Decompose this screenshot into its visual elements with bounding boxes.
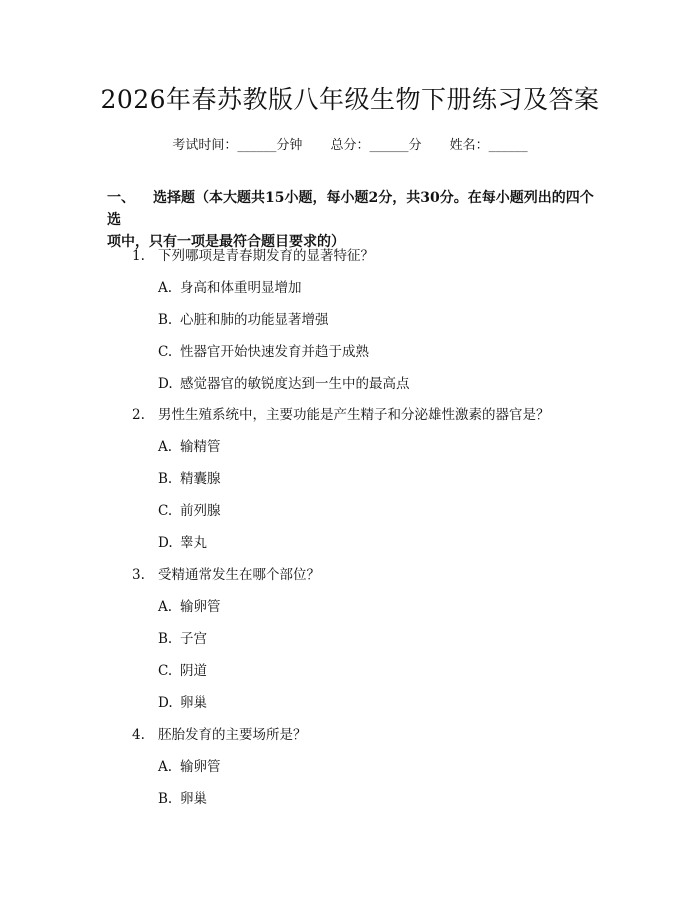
q3-option-a	[158, 595, 221, 615]
option-text: 身高和体重明显增加	[180, 280, 302, 296]
option-letter: A.	[158, 280, 173, 296]
q2-option-d	[158, 531, 207, 551]
option-text: 睾丸	[180, 535, 207, 551]
option-text: 子宫	[180, 631, 207, 647]
option-letter: B.	[158, 791, 173, 807]
option-letter: C.	[158, 503, 173, 519]
section-heading-line-1	[107, 187, 607, 231]
section-number: 一、	[107, 190, 135, 206]
option-letter: A.	[158, 439, 173, 455]
question-text: 下列哪项是青春期发育的显著特征？	[158, 248, 374, 264]
q2-option-b	[158, 467, 221, 487]
q3-option-c	[158, 659, 207, 679]
option-letter: B.	[158, 471, 173, 487]
question-text: 胚胎发育的主要场所是？	[158, 727, 307, 743]
exam-time-field: 考试时间：______分钟	[172, 138, 303, 153]
question-text: 男性生殖系统中，主要功能是产生精子和分泌雄性激素的器官是？	[158, 407, 550, 423]
option-letter: D.	[158, 695, 173, 711]
option-letter: A.	[158, 599, 173, 615]
exam-meta	[0, 134, 700, 153]
q2-option-c	[158, 499, 221, 519]
option-text: 输卵管	[180, 759, 221, 775]
question-number: 2.	[132, 407, 145, 423]
question-text: 受精通常发生在哪个部位？	[158, 567, 320, 583]
option-text: 卵巢	[180, 791, 207, 807]
option-text: 心脏和肺的功能显著增强	[180, 312, 329, 328]
question-number: 3.	[132, 567, 145, 583]
option-text: 感觉器官的敏锐度达到一生中的最高点	[180, 376, 410, 392]
option-text: 输卵管	[180, 599, 221, 615]
question-3	[132, 563, 320, 583]
q1-option-d	[158, 372, 410, 392]
page-title: 2026年春苏教版八年级生物下册练习及答案	[100, 85, 600, 114]
q2-option-a	[158, 435, 221, 455]
section-heading-line-2: 项中，只有一项是最符合题目要求的）	[107, 234, 345, 250]
q3-option-b	[158, 627, 207, 647]
option-letter: B.	[158, 312, 173, 328]
option-text: 阴道	[180, 663, 207, 679]
option-letter: A.	[158, 759, 173, 775]
question-1	[132, 244, 374, 264]
option-text: 性器官开始快速发育并趋于成熟	[180, 344, 369, 360]
option-text: 输精管	[180, 439, 221, 455]
question-2	[132, 403, 550, 423]
total-score-field: 总分：______分	[330, 138, 422, 153]
option-text: 精囊腺	[180, 471, 221, 487]
option-text: 前列腺	[180, 503, 221, 519]
question-number: 4.	[132, 727, 145, 743]
student-name-field: 姓名：______	[449, 138, 528, 153]
q1-option-a	[158, 276, 302, 296]
q4-option-b	[158, 787, 207, 807]
option-letter: D.	[158, 376, 173, 392]
section-heading-text-1: 选择题（本大题共15小题，每小题2分，共30分。在每小题列出的四个选	[107, 190, 594, 228]
option-letter: C.	[158, 663, 173, 679]
q4-option-a	[158, 755, 221, 775]
option-letter: D.	[158, 535, 173, 551]
q1-option-b	[158, 308, 329, 328]
option-letter: C.	[158, 344, 173, 360]
option-text: 卵巢	[180, 695, 207, 711]
option-letter: B.	[158, 631, 173, 647]
question-4	[132, 723, 307, 743]
q3-option-d	[158, 691, 207, 711]
question-number: 1.	[132, 248, 145, 264]
q1-option-c	[158, 340, 369, 360]
